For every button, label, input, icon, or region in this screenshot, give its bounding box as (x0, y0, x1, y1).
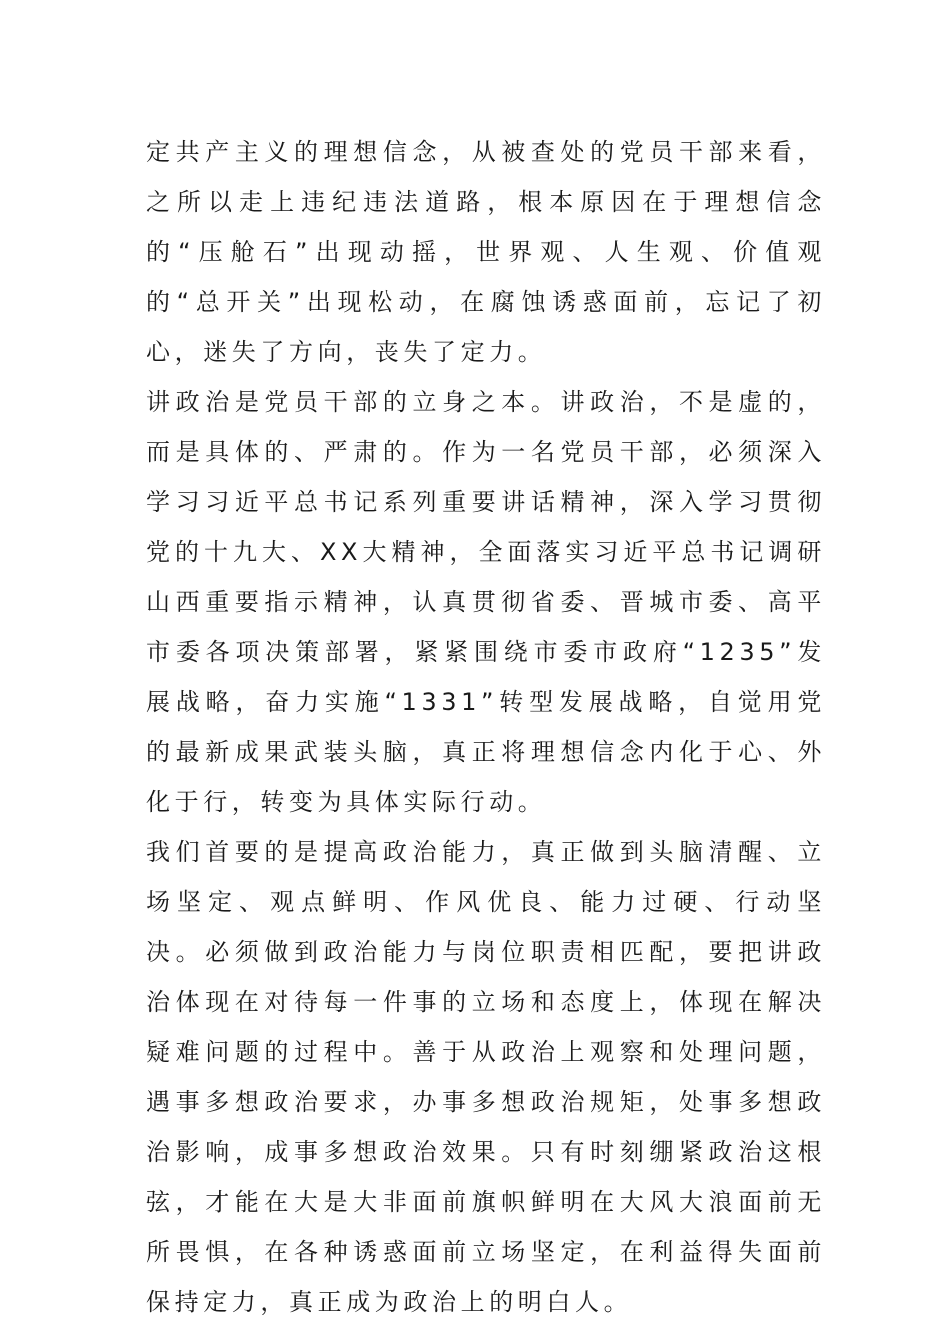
body-text (146, 127, 826, 1327)
paragraph-1: 定共产主义的理想信念，从被查处的党员干部来看，之所以走上违纪违法道路，根本原因在于理想信念的“压舱石”出现动摇，世界观、人生观、价值观的“总开关”出现松动，在腐蚀诱惑面前，忘记了初心，迷失了方向，丧失了定力。 (146, 138, 826, 366)
paragraph-2: 讲政治是党员干部的立身之本。讲政治，不是虚的，而是具体的、严肃的。作为一名党员干部，必须深入学习习近平总书记系列重要讲话精神，深入学习贯彻党的十九大、XX大精神，全面落实习近平总书记调研山西重要指示精神，认真贯彻省委、晋城市委、高平市委各项决策部署，紧紧围绕市委市政府“1235”发展战略，奋力实施“1331”转型发展战略，自觉用党的最新成果武装头脑，真正将理想信念内化于心、外化于行，转变为具体实际行动。 (146, 388, 826, 816)
paragraph-3: 我们首要的是提高政治能力，真正做到头脑清醒、立场坚定、观点鲜明、作风优良、能力过硬、行动坚决。必须做到政治能力与岗位职责相匹配，要把讲政治体现在对待每一件事的立场和态度上，体现在解决疑难问题的过程中。善于从政治上观察和处理问题，遇事多想政治要求，办事多想政治规矩，处事多想政治影响，成事多想政治效果。只有时刻绷紧政治这根弦，才能在大是大非面前旗帜鲜明在大风大浪面前无所畏惧，在各种诱惑面前立场坚定，在利益得失面前保持定力，真正成为政治上的明白人。 (146, 838, 826, 1316)
